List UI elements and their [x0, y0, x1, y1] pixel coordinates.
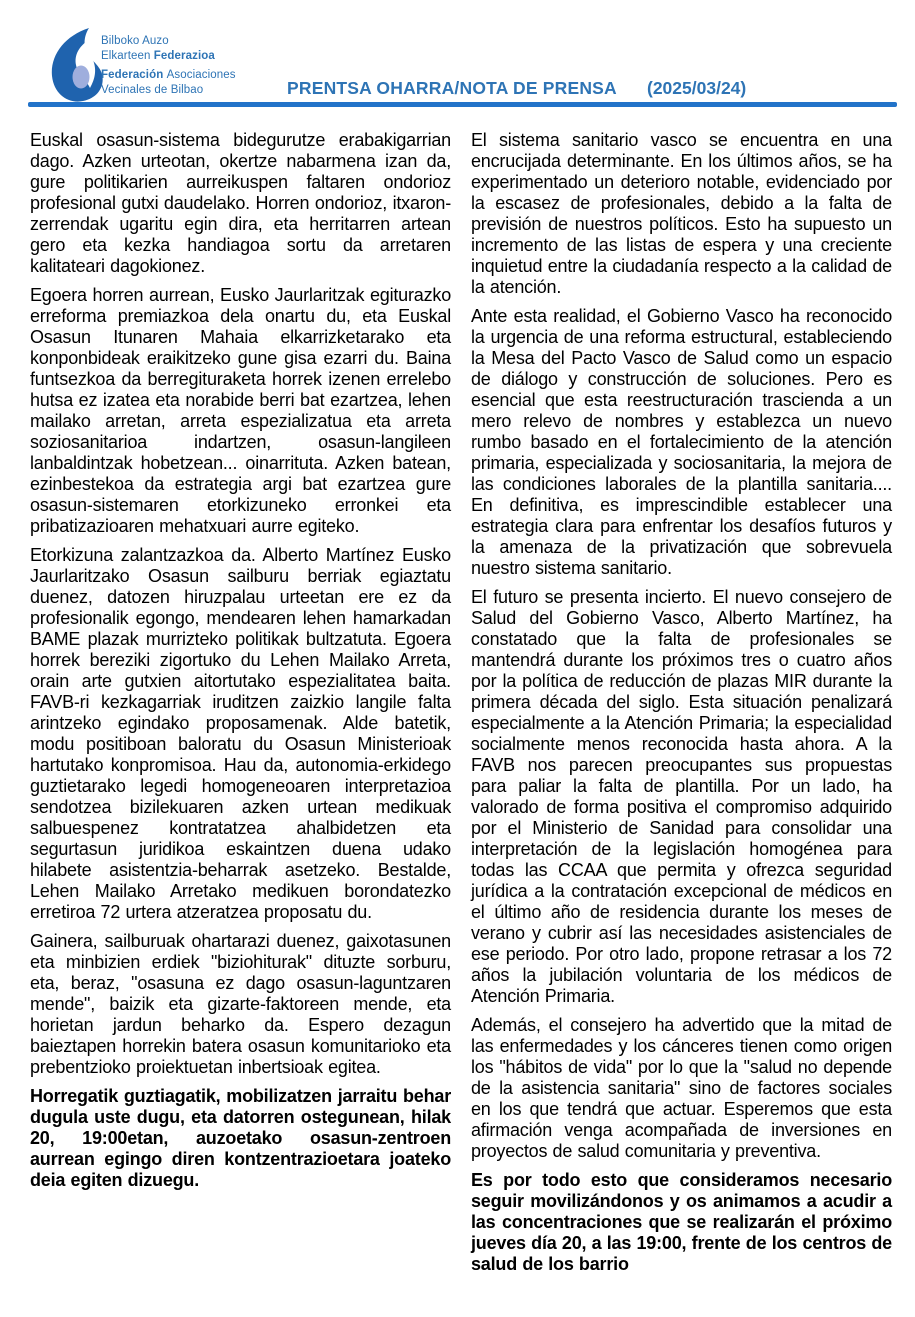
org-name-eu-line1: Bilboko Auzo — [101, 35, 169, 47]
favb-logo-icon — [47, 27, 109, 103]
document-body — [30, 130, 892, 1283]
paragraph-basque-3: Etorkizuna zalantzazkoa da. Alberto Martínez Eusko Jaurlaritzako Osasun sailburu berriak egiaztatu duenez, datozen hiruzpalau urteetan ere ez da profesionalik egongo, mendearen lehen hamarkadan BAME plazak murrizteko politikak bultzatuta. Egoera horrek bereziki zigortuko du Lehen Mailako Arreta, orain arte gutxien aitortutako espezialitatea baita. FAVB-ri kezkagarriak iruditzen zaizkio langile falta arintzeko egindako proposamenak. Alde batetik, modu positiboan baloratu du Osasun Ministerioak hartutako konpromisoa. Hau da, autonomia-erkidego guztietarako legedi homogeneoaren interpretazioa sendotzea bizilekuaren azken urtean medikuak salbuespenez kontratatzea ahalbidetzen eta segurtasun juridikoa eskaintzen duena udako hilabete asistentzia-beharrak asetzeko. Bestalde, Lehen Mailako Arretako medikuen borondatezko erretiroa 72 urtera atzeratzea proposatu du. — [30, 545, 451, 922]
paragraph-spanish-2: Ante esta realidad, el Gobierno Vasco ha reconocido la urgencia de una reforma estructural, estableciendo la Mesa del Pacto Vasco de Salud como un espacio de diálogo y construcción de soluciones. Pero es esencial que esta reestructuración trascienda a un mero relevo de nombres y establezca un nuevo rumbo basado en el fortalecimiento de la atención primaria, especializada y sociosanitaria, la mejora de las condiciones laborales de la plantilla sanitaria.... En definitiva, es imprescindible establecer una estrategia clara para enfrentar los desafíos futuros y la amenaza de la privatización que sobrevuela nuestro sistema sanitario. — [471, 306, 892, 578]
paragraph-spanish-call-to-action: Es por todo esto que consideramos necesario seguir movilizándonos y os animamos a acudir a las concentraciones que se realizarán el próximo jueves día 20, a las 19:00, frente de los centros de salud de los barrio — [471, 1170, 892, 1274]
organization-name — [101, 34, 236, 98]
org-name-es-line1: Federación Asociaciones — [101, 69, 236, 81]
paragraph-basque-call-to-action: Horregatik guztiagatik, mobilizatzen jarraitu behar dugula uste dugu, eta datorren ostegunean, hilak 20, 19:00etan, auzoetako osasun-zentroen aurrean egingo diren kontzentrazioetara joateko deia egiten dizuegu. — [30, 1086, 451, 1190]
paragraph-spanish-4: Además, el consejero ha advertido que la mitad de las enfermedades y los cánceres tienen como origen los "hábitos de vida" por lo que la "salud no depende de la asistencia sanitaria" sino de factores sociales en los que tendrá que actuar. Esperemos que esta afirmación venga acompañada de inversiones en proyectos de salud comunitaria y preventiva. — [471, 1015, 892, 1161]
org-name-eu-line2: Elkarteen Federazioa — [101, 50, 215, 62]
paragraph-basque-1: Euskal osasun-sistema bidegurutze erabakigarrian dago. Azken urteotan, okertze nabarmena izan da, gure politikarien aurreikuspen faltaren ondorioz profesional gutxi daudelako. Horren ondorioz, itxaron-zerrendak ugaritu egin dira, eta herritarren artean gero eta kezka handiagoa sortu da arretaren kalitateari dagokionez. — [30, 130, 451, 276]
paragraph-spanish-1: El sistema sanitario vasco se encuentra en una encrucijada determinante. En los últimos años, se ha experimentado un deterioro notable, evidenciado por la escasez de profesionales, debido a la falta de previsión de nuestros políticos. Esto ha supuesto un incremento de las listas de espera y una creciente inquietud entre la ciudadanía respecto a la calidad de la atención. — [471, 130, 892, 297]
column-basque — [30, 130, 451, 1283]
paragraph-spanish-3: El futuro se presenta incierto. El nuevo consejero de Salud del Gobierno Vasco, Alberto Martínez, ha constatado que la falta de profesionales se mantendrá durante los próximos tres o cuatro años por la política de reducción de plazas MIR durante la primera década del siglo. Esta situación penalizará especialmente a la Atención Primaria; la especialidad socialmente menos reconocida hasta ahora. A la FAVB nos parecen preocupantes sus propuestas para paliar la falta de plantilla. Por un lado, ha valorado de forma positiva el compromiso adquirido por el Ministerio de Sanidad para consolidar una interpretación de la legislación homogénea para todas las CCAA que permita y ofrezca seguridad jurídica a la contratación excepcional de médicos en el último año de residencia durante los meses de verano y cubrir así las necesidades asistenciales de ese periodo. Por otro lado, propone retrasar a los 72 años la jubilación voluntaria de los médicos de Atención Primaria. — [471, 587, 892, 1006]
document-date: (2025/03/24) — [647, 78, 747, 98]
paragraph-basque-4: Gainera, sailburuak ohartarazi duenez, gaixotasunen eta minbizien erdiek "biziohiturak" dituzte sorburu, eta, beraz, "osasuna ez dago osasun-laguntzaren mende", baizik eta gizarte-faktoreen mende, eta horietan jardun beharko da. Espero dezagun baieztapen horrekin batera osasun komunitarioko eta prebentzioko proiektuetan inbertsioak egitea. — [30, 931, 451, 1077]
paragraph-basque-2: Egoera horren aurrean, Eusko Jaurlaritzak egiturazko erreforma premiazkoa dela onartu du, eta Euskal Osasun Itunaren Mahaia elkarrizketarako eta konponbideak eraikitzeko gune gisa ezarri du. Baina funtsezkoa da berregituraketa horrek izenen errelebo hutsa ez izatea eta norabide berri bat ezartzea, lehen mailako arretan, arreta espezializatua eta arreta soziosanitarioa indartzen, osasun-langileen lanbaldintzak hobetzean... oinarrituta. Azken batean, ezinbestekoa da estrategia argi bat ezartzea gure osasun-sistemaren etorkizuneko erronkei eta pribatizazioaren mehatxuari aurre egiteko. — [30, 285, 451, 536]
org-name-es-line2: Vecinales de Bilbao — [101, 84, 204, 96]
column-spanish — [471, 130, 892, 1283]
document-title: PRENTSA OHARRA/NOTA DE PRENSA — [287, 78, 617, 98]
header-divider — [28, 102, 897, 107]
